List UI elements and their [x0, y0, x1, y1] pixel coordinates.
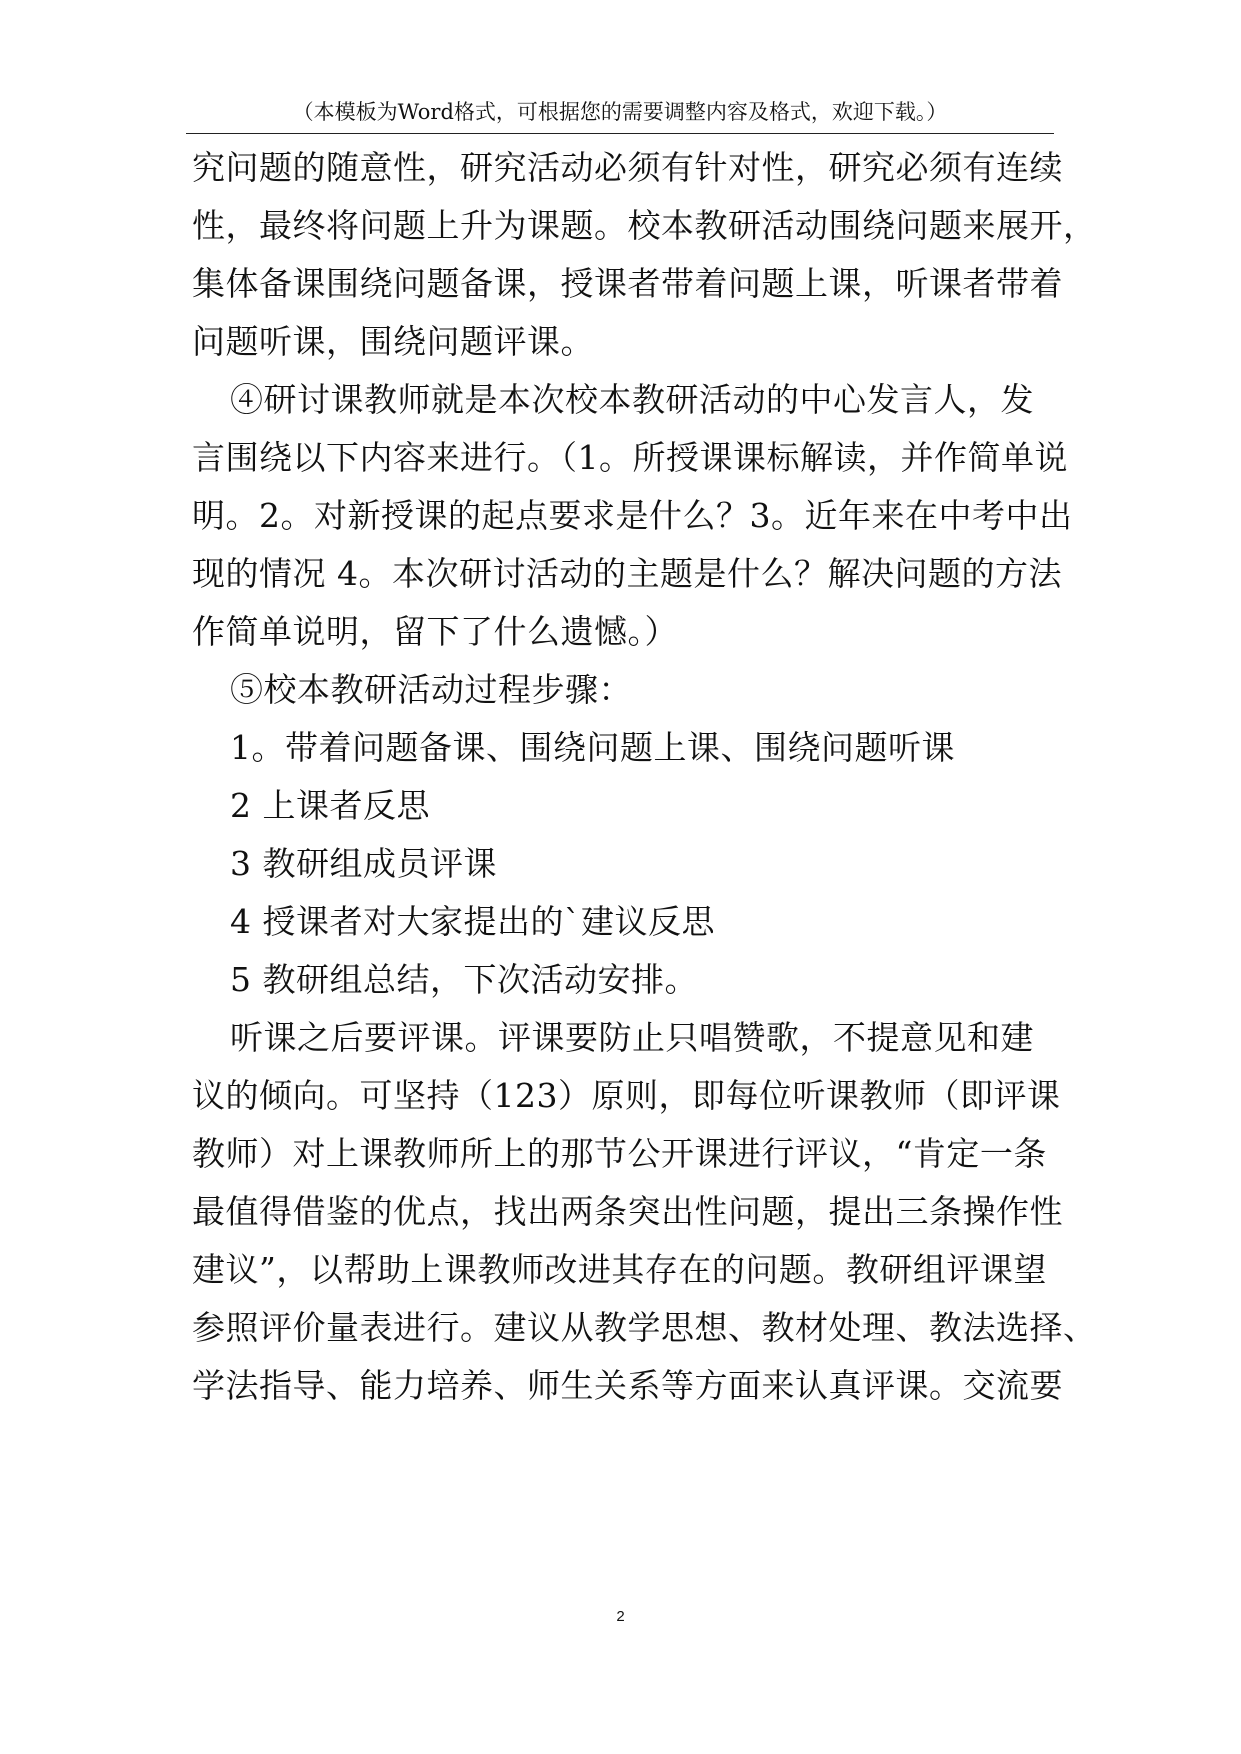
body-line: 明。2。对新授课的起点要求是什么？3。近年来在中考中出	[192, 496, 1073, 535]
body-line: 2 上课者反思	[230, 786, 430, 825]
body-line: 究问题的随意性，研究活动必须有针对性，研究必须有连续	[192, 148, 1063, 187]
body-line: 现的情况 4。本次研讨活动的主题是什么？解决问题的方法	[192, 554, 1062, 593]
body-line: ⑤校本教研活动过程步骤：	[230, 670, 632, 709]
body-line: ④研讨课教师就是本次校本教研活动的中心发言人，发	[230, 380, 1034, 419]
body-line: 参照评价量表进行。建议从教学思想、教材处理、教法选择、	[192, 1308, 1097, 1347]
body-line: 教师）对上课教师所上的那节公开课进行评议，“肯定一条	[192, 1134, 1047, 1173]
body-line: 学法指导、能力培养、师生关系等方面来认真评课。交流要	[192, 1366, 1063, 1405]
body-line: 作简单说明，留下了什么遗憾。）	[192, 612, 678, 651]
body-line: 5 教研组总结，下次活动安排。	[230, 960, 698, 999]
body-line: 问题听课，围绕问题评课。	[192, 322, 594, 361]
body-line: 议的倾向。可坚持（123）原则，即每位听课教师（即评课	[192, 1076, 1061, 1115]
body-line: 性，最终将问题上升为课题。校本教研活动围绕问题来展开，	[192, 206, 1097, 245]
body-line: 言围绕以下内容来进行。（1。所授课课标解读，并作简单说	[192, 438, 1068, 477]
body-line: 1。带着问题备课、围绕问题上课、围绕问题听课	[230, 728, 955, 767]
body-line: 集体备课围绕问题备课，授课者带着问题上课，听课者带着	[192, 264, 1063, 303]
body-line: 最值得借鉴的优点，找出两条突出性问题，提出三条操作性	[192, 1192, 1063, 1231]
body-line: 3 教研组成员评课	[230, 844, 497, 883]
body-line: 4 授课者对大家提出的`建议反思	[230, 902, 715, 941]
body-line: 建议”，以帮助上课教师改进其存在的问题。教研组评课望	[192, 1250, 1047, 1289]
header-divider	[186, 133, 1054, 134]
body-line: 听课之后要评课。评课要防止只唱赞歌，不提意见和建	[230, 1018, 1034, 1057]
page-header: （本模板为Word格式，可根据您的需要调整内容及格式，欢迎下载。）	[292, 100, 948, 124]
page-number: 2	[616, 1608, 625, 1625]
